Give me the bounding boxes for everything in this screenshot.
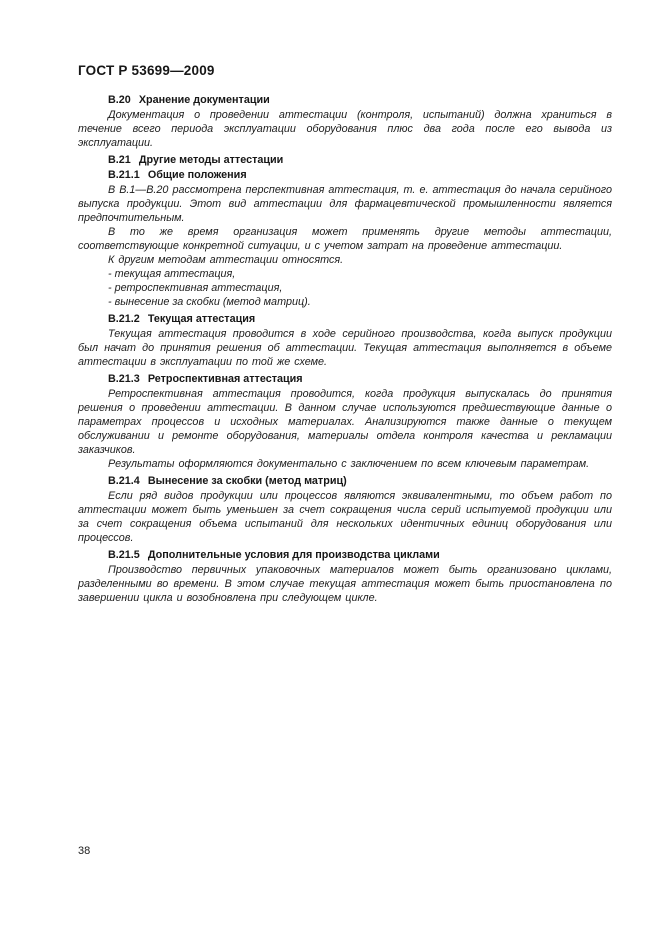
section-number: В.21.3 [108, 373, 140, 385]
section-heading-b21-5 [78, 548, 612, 562]
section-title: Хранение документации [138, 94, 270, 106]
list-item: - текущая аттестация, [108, 268, 236, 280]
list-item: - вынесение за скобки (метод матриц). [108, 296, 311, 308]
paragraph: Документация о проведении аттестации (контроля, испытаний) должна храниться в течение всего периода эксплуатации оборудования плюс два года после его вывода из эксплуатации. [78, 109, 612, 149]
list-item: - ретроспективная аттестация, [108, 282, 283, 294]
section-title: Вынесение за скобки (метод матриц) [147, 475, 347, 487]
section-title: Другие методы аттестации [138, 154, 284, 166]
section-heading-b21-3 [78, 372, 612, 386]
section-number: В.20 [108, 94, 131, 106]
section-title: Текущая аттестация [147, 313, 256, 325]
paragraph: К другим методам аттестации относятся. [108, 254, 344, 266]
paragraph: Результаты оформляются документально с заключением по всем ключевым параметрам. [108, 458, 590, 470]
section-heading-b20 [78, 93, 612, 107]
section-heading-b21-4 [78, 474, 612, 488]
section-number: В.21 [108, 154, 131, 166]
paragraph: В то же время организация может применять другие методы аттестации, соответствующие конкретной ситуации, и с учетом затрат на проведение аттестации. [78, 226, 612, 252]
section-heading-b21-2 [78, 312, 612, 326]
section-number: В.21.1 [108, 169, 140, 181]
paragraph: Если ряд видов продукции или процессов являются эквивалентными, то объем работ по аттестации может быть уменьшен за счет сокращения числа серий испытуемой продукции или за счет сокращения объема испытаний для нескольких идентичных единиц оборудования или процессов. [78, 490, 612, 544]
section-number: В.21.5 [108, 549, 140, 561]
section-title: Общие положения [147, 169, 247, 181]
section-heading-b21 [78, 153, 612, 167]
paragraph: В В.1—В.20 рассмотрена перспективная аттестация, т. е. аттестация до начала серийного выпуска продукции. Этот вид аттестации для фармацевтической промышленности является предпочтительным. [78, 184, 612, 224]
section-title: Дополнительные условия для производства циклами [147, 549, 440, 561]
section-number: В.21.4 [108, 475, 140, 487]
document-standard-number: ГОСТ Р 53699—2009 [78, 63, 215, 78]
paragraph: Текущая аттестация проводится в ходе серийного производства, когда выпуск продукции был начат до принятия решения об аттестации. Текущая аттестация выполняется в объеме аттестации в эксплуатации по той же схеме. [78, 328, 612, 368]
document-body [78, 90, 612, 605]
paragraph: Производство первичных упаковочных материалов может быть организовано циклами, разделенными во времени. В этом случае текущая аттестация может быть приостановлена по завершении цикла и возобновлена при следующем цикле. [78, 564, 612, 604]
page-number: 38 [78, 845, 91, 857]
section-number: В.21.2 [108, 313, 140, 325]
section-heading-b21-1 [78, 168, 612, 182]
paragraph: Ретроспективная аттестация проводится, когда продукция выпускалась до принятия решения о проведении аттестации. В данном случае используются предшествующие данные о параметрах процессов и исходных материалах. Анализируются также данные о текущем обслуживании и ремонте оборудования, материалы отдела контроля качества и рекламации заказчиков. [78, 388, 612, 456]
section-title: Ретроспективная аттестация [147, 373, 303, 385]
